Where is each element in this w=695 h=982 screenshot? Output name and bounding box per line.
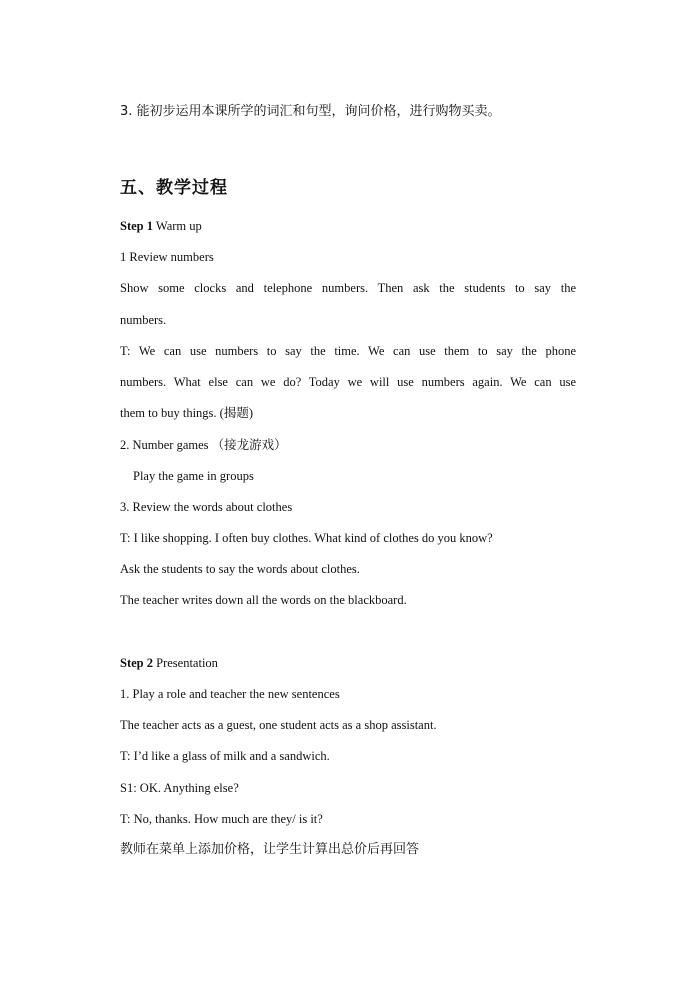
step1-para-line: Ask the students to say the words about clothes. [120,562,360,576]
step1-label: Step 1 [120,219,153,233]
step2-para-line: The teacher acts as a guest, one student acts as a shop assistant. [120,718,437,732]
step1-para-line: T: I like shopping. I often buy clothes. What kind of clothes do you know? [120,531,493,545]
step1-title: Warm up [153,219,202,233]
step1-item-2: 2. Number games （接龙游戏） [120,438,287,452]
step1-para-line: numbers. What else can we do? Today we will use numbers again. We can use [120,375,576,389]
step1-para-line: Show some clocks and telephone numbers. Then ask the students to say the [120,281,576,295]
step1-para-line: numbers. [120,313,167,327]
step1-para-line: The teacher writes down all the words on the blackboard. [120,593,407,607]
step2-para-line: 教师在菜单上添加价格，让学生计算出总价后再回答 [120,842,420,857]
step2-title: Presentation [153,656,218,670]
step2-para-line: S1: OK. Anything else? [120,781,239,795]
step2-para-line: T: No, thanks. How much are they/ is it? [120,812,323,826]
step2-label: Step 2 [120,656,153,670]
step1-item-2-detail: Play the game in groups [133,469,254,483]
step1-heading [120,217,576,235]
step1-item-1: 1 Review numbers [120,250,214,264]
section-heading: 五、教学过程 [120,178,228,198]
step1-para-line: them to buy things. (揭题) [120,406,253,420]
step1-item-3: 3. Review the words about clothes [120,500,293,514]
step2-item-1: 1. Play a role and teacher the new sentences [120,687,340,701]
step1-para-line: T: We can use numbers to say the time. We can use them to say the phone [120,344,576,358]
objective-item-3: 3. 能初步运用本课所学的词汇和句型，询问价格，进行购物买卖。 [120,104,501,119]
step2-heading [120,654,576,672]
step2-para-line: T: I’d like a glass of milk and a sandwich. [120,749,330,763]
